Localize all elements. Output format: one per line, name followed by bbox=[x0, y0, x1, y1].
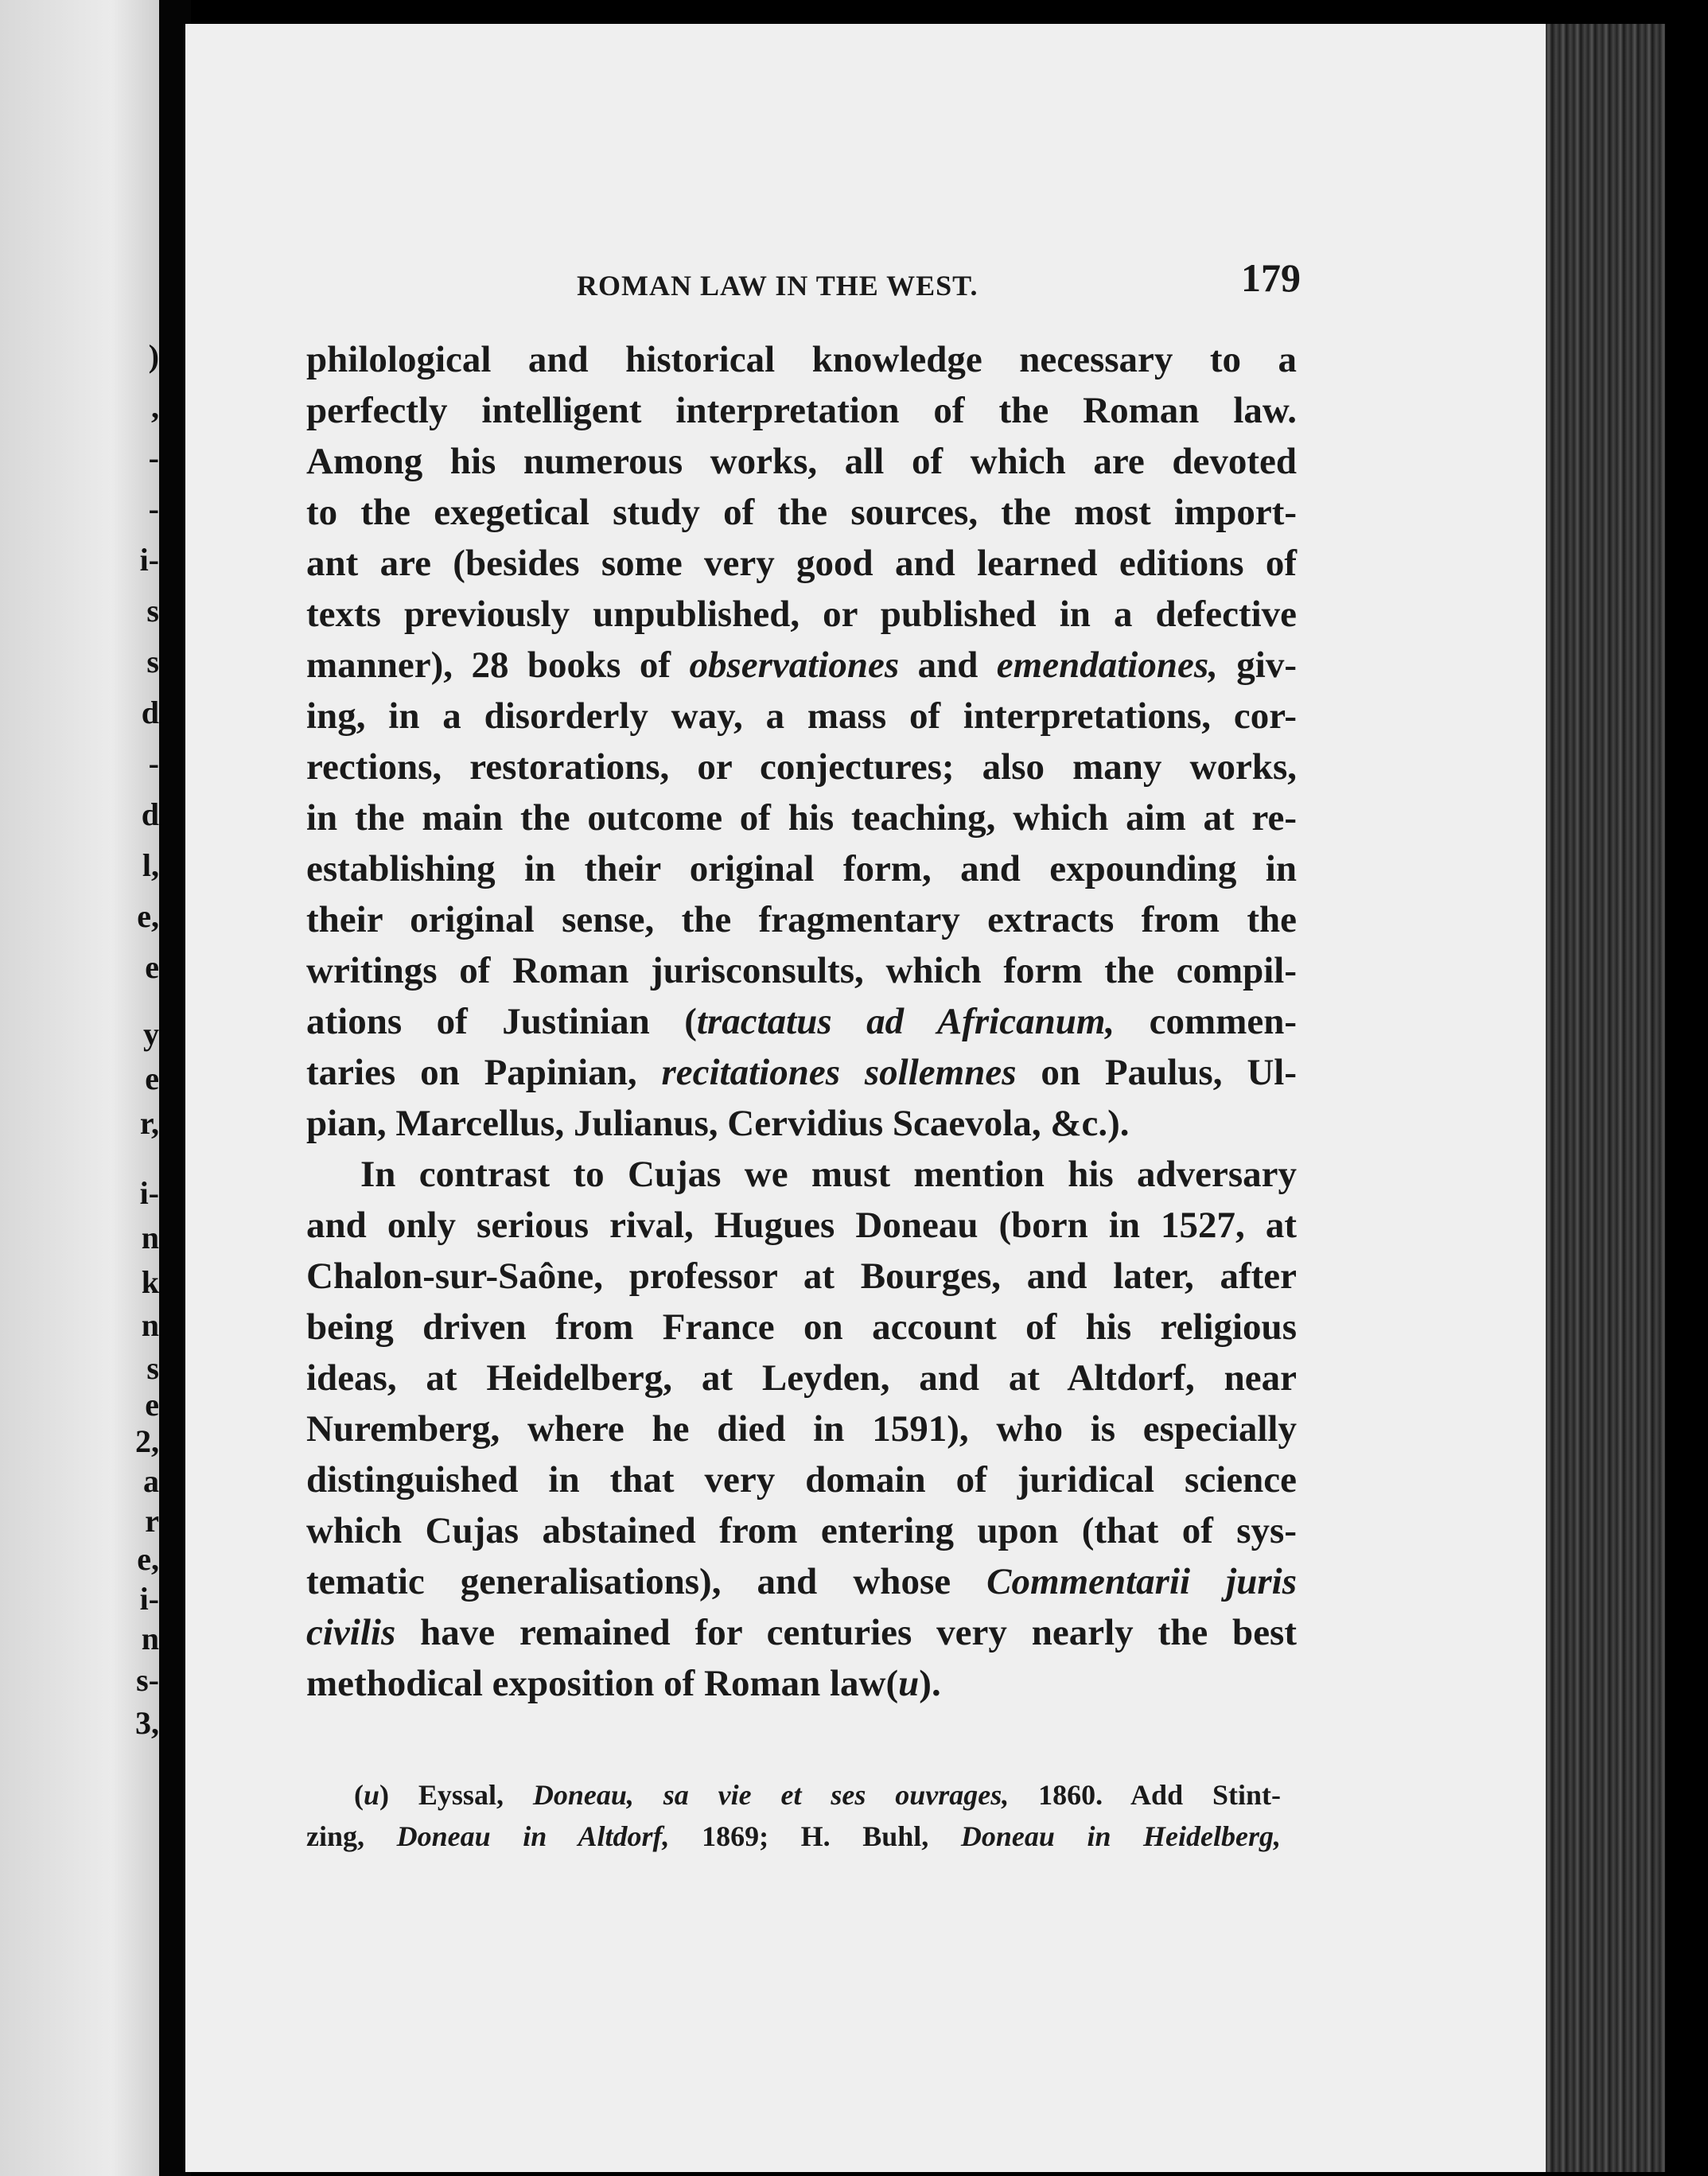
text-run: ). bbox=[919, 1663, 941, 1704]
text-line: which Cujas abstained from entering upon (that of sys- bbox=[306, 1510, 1297, 1551]
left-fragment: e, bbox=[137, 1541, 159, 1577]
left-fragment: i- bbox=[139, 1175, 159, 1211]
left-fragment: s bbox=[146, 1350, 159, 1386]
text-line: Nuremberg, where he died in 1591), who is especially bbox=[306, 1408, 1297, 1450]
text-line: Chalon-sur-Saône, professor at Bourges, and later, after bbox=[306, 1255, 1297, 1297]
left-fragment: s bbox=[146, 593, 159, 629]
text-line bbox=[306, 1607, 1297, 1658]
page-header bbox=[577, 255, 1301, 310]
left-fragment: 2, bbox=[135, 1423, 159, 1459]
text-line: to the exegetical study of the sources, the most import- bbox=[306, 492, 1297, 533]
text-line: philological and historical knowledge necessary to a bbox=[306, 339, 1297, 380]
left-fragment: e bbox=[145, 1061, 159, 1096]
scan-border bbox=[1665, 0, 1708, 2176]
left-fragment: - bbox=[148, 440, 159, 476]
text-line bbox=[306, 1658, 1297, 1709]
left-fragment: r bbox=[145, 1503, 159, 1539]
text-line: rections, restorations, or conjectures; also many works, bbox=[306, 746, 1297, 788]
left-fragment: i- bbox=[139, 542, 159, 578]
text-line bbox=[306, 640, 1297, 691]
left-fragment: - bbox=[148, 745, 159, 781]
text-run: giv- bbox=[1217, 644, 1298, 686]
footnote-line bbox=[306, 1774, 1281, 1816]
text-line: pian, Marcellus, Julianus, Cervidius Scaevola, &c.). bbox=[306, 1103, 1130, 1144]
text-line: In contrast to Cujas we must mention his adversary bbox=[360, 1154, 1297, 1195]
footnote-line bbox=[306, 1816, 1281, 1857]
left-fragment: y bbox=[143, 1016, 159, 1052]
text-line: ing, in a disorderly way, a mass of interpretations, cor- bbox=[306, 695, 1297, 737]
text-run: methodical exposition of Roman law( bbox=[306, 1663, 899, 1704]
text-line: establishing in their original form, and expounding in bbox=[306, 848, 1297, 889]
running-head: ROMAN LAW IN THE WEST. bbox=[577, 270, 979, 302]
left-fragment: n bbox=[141, 1220, 159, 1255]
left-fragment: l, bbox=[142, 847, 159, 883]
italic-term: Doneau, sa vie et ses ouvrages, bbox=[532, 1779, 1010, 1811]
italic-term: Doneau in Altdorf, bbox=[396, 1820, 670, 1852]
text-run: 1869; H. Buhl, bbox=[669, 1820, 961, 1852]
left-fragment: s- bbox=[136, 1662, 159, 1698]
text-line: and only serious rival, Hugues Doneau (born in 1527, at bbox=[306, 1205, 1297, 1246]
left-fragment: r, bbox=[139, 1105, 159, 1141]
text-run: tematic generalisations), and whose bbox=[306, 1561, 987, 1602]
left-fragment: n bbox=[141, 1307, 159, 1343]
italic-term: observationes bbox=[689, 644, 900, 686]
italic-term: u bbox=[898, 1663, 920, 1704]
left-fragment: ) bbox=[148, 338, 159, 374]
italic-term: recitationes sollemnes bbox=[661, 1052, 1017, 1093]
left-fragment: e, bbox=[137, 898, 159, 934]
text-line: ant are (besides some very good and learned editions of bbox=[306, 543, 1297, 584]
left-fragment: n bbox=[141, 1621, 159, 1656]
text-run: 1860. Add Stint- bbox=[1009, 1779, 1281, 1811]
text-run: ( bbox=[354, 1779, 364, 1811]
text-line: Among his numerous works, all of which are devoted bbox=[306, 441, 1297, 482]
italic-term: emendationes, bbox=[996, 644, 1218, 686]
footnote bbox=[306, 1774, 1281, 1857]
left-fragment: a bbox=[143, 1463, 159, 1499]
text-line: texts previously unpublished, or published in a defective bbox=[306, 594, 1297, 635]
text-line: writings of Roman jurisconsults, which form the compil- bbox=[306, 950, 1297, 991]
text-run: on Paulus, Ul- bbox=[1016, 1052, 1297, 1093]
text-line bbox=[306, 1556, 1297, 1607]
left-page-text-fragments bbox=[0, 0, 159, 2176]
left-fragment: , bbox=[151, 389, 159, 425]
left-fragment: k bbox=[141, 1264, 159, 1300]
text-line: being driven from France on account of his religious bbox=[306, 1306, 1297, 1348]
text-line bbox=[306, 1047, 1297, 1098]
left-fragment: 3, bbox=[135, 1705, 159, 1741]
left-fragment: s bbox=[146, 644, 159, 679]
text-run: manner), 28 books of bbox=[306, 644, 690, 686]
text-line: distinguished in that very domain of juridical science bbox=[306, 1459, 1297, 1501]
left-fragment: i- bbox=[139, 1581, 159, 1617]
text-run: ) Eyssal, bbox=[379, 1779, 533, 1811]
text-line: ideas, at Heidelberg, at Leyden, and at Altdorf, near bbox=[306, 1357, 1297, 1399]
text-run: have remained for centuries very nearly the best bbox=[395, 1612, 1297, 1653]
italic-term: tractatus ad Africanum, bbox=[696, 1001, 1115, 1042]
body-text bbox=[306, 334, 1297, 1709]
text-run: and bbox=[899, 644, 997, 686]
text-run: zing, bbox=[306, 1820, 397, 1852]
text-run: ations of Justinian ( bbox=[306, 1001, 697, 1042]
italic-term: civilis bbox=[306, 1612, 396, 1653]
text-line bbox=[306, 996, 1297, 1047]
text-line: their original sense, the fragmentary extracts from the bbox=[306, 899, 1297, 940]
italic-term: Doneau in Heidelberg, bbox=[960, 1820, 1281, 1852]
left-fragment: - bbox=[148, 491, 159, 527]
page-number: 179 bbox=[1241, 255, 1301, 300]
text-run: taries on Papinian, bbox=[306, 1052, 662, 1093]
left-fragment: d bbox=[141, 796, 159, 832]
left-page-edge bbox=[0, 0, 159, 2176]
footnote-marker: u bbox=[364, 1779, 380, 1811]
text-line: in the main the outcome of his teaching, which aim at re- bbox=[306, 797, 1297, 839]
left-fragment: e bbox=[145, 1387, 159, 1423]
left-fragment: e bbox=[145, 949, 159, 985]
page-edges bbox=[1546, 24, 1665, 2172]
text-run: commen- bbox=[1115, 1001, 1297, 1042]
left-fragment: d bbox=[141, 695, 159, 730]
text-line: perfectly intelligent interpretation of the Roman law. bbox=[306, 390, 1297, 431]
italic-term: Commentarii juris bbox=[986, 1561, 1297, 1602]
